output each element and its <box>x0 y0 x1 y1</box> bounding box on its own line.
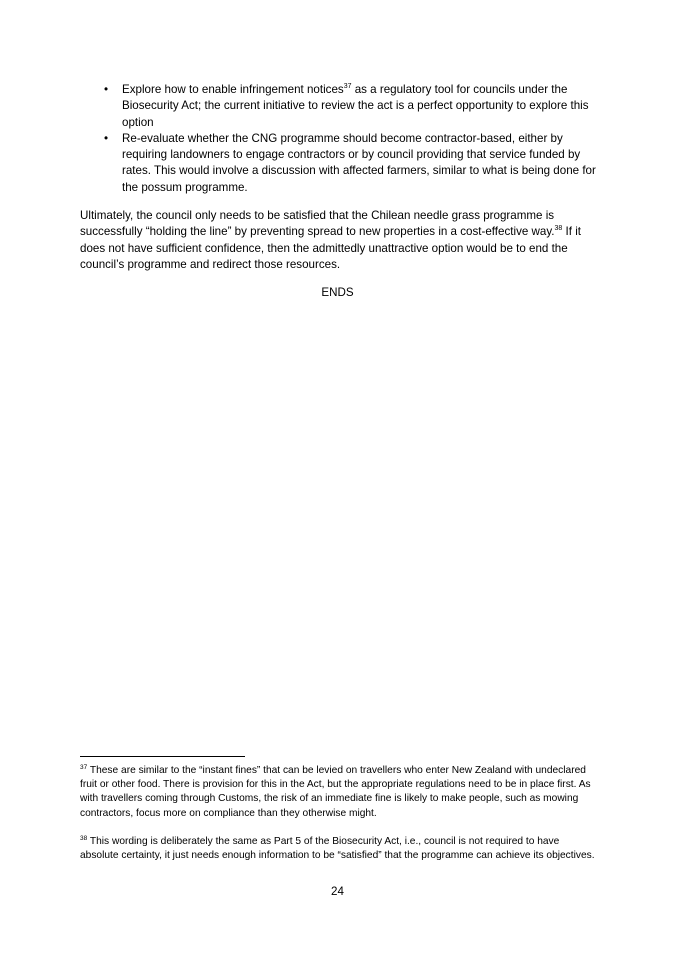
ends-marker: ENDS <box>321 286 354 299</box>
footnote-text: These are similar to the “instant fines” that can be levied on travellers who enter New Zealand with undeclared fruit or other food. There is provision for this in the Act, but the appropriate regulations need to be in place first. As with travellers coming through Customs, the risk of an immediate fine is likely to make people, such as mowing contractors, focus more on compliance than they otherwise might. <box>80 765 591 819</box>
footnote <box>80 835 595 863</box>
paragraph-text-cont: If it does not have sufficient confidence, then the admittedly unattractive option would be to end the council’s programme and redirect those resources. <box>80 225 582 271</box>
bullet-text: Explore how to enable infringement notices <box>122 83 344 96</box>
bullet-text-cont: as a regulatory tool for councils under the Biosecurity Act; the current initiative to review the act is a perfect opportunity to explore this option <box>122 83 589 129</box>
paragraph-text: Ultimately, the council only needs to be satisfied that the Chilean needle grass programme is successfully “holding the line” by preventing spread to new properties in a cost-effective way. <box>80 209 555 239</box>
body-paragraph <box>80 208 595 273</box>
bullet-dot: • <box>104 131 109 145</box>
bullet-list <box>80 82 600 196</box>
bullet-item <box>80 82 600 131</box>
bullet-item <box>80 131 600 196</box>
footnote <box>80 764 595 821</box>
bullet-dot: • <box>104 83 109 96</box>
footnote-separator <box>80 756 245 757</box>
footnote-ref[interactable]: 37 <box>343 83 352 90</box>
footnote-number: 37 <box>80 764 88 771</box>
footnote-ref[interactable]: 38 <box>554 225 563 233</box>
bullet-text: Re-evaluate whether the CNG programme should become contractor-based, either by requiring landowners to engage contractors or by council providing that service funded by rates. This would involve a discussion with affected farmers, similar to what is being done for the possum programme. <box>122 131 596 194</box>
footnote-text: This wording is deliberately the same as Part 5 of the Biosecurity Act, i.e., council is not required to have absolute certainty, it just needs enough information to be “satisfied” that the programme can achieve its objectives. <box>80 835 595 862</box>
footnote-number: 38 <box>80 834 88 842</box>
footnotes <box>80 764 595 877</box>
page-number: 24 <box>331 885 344 898</box>
